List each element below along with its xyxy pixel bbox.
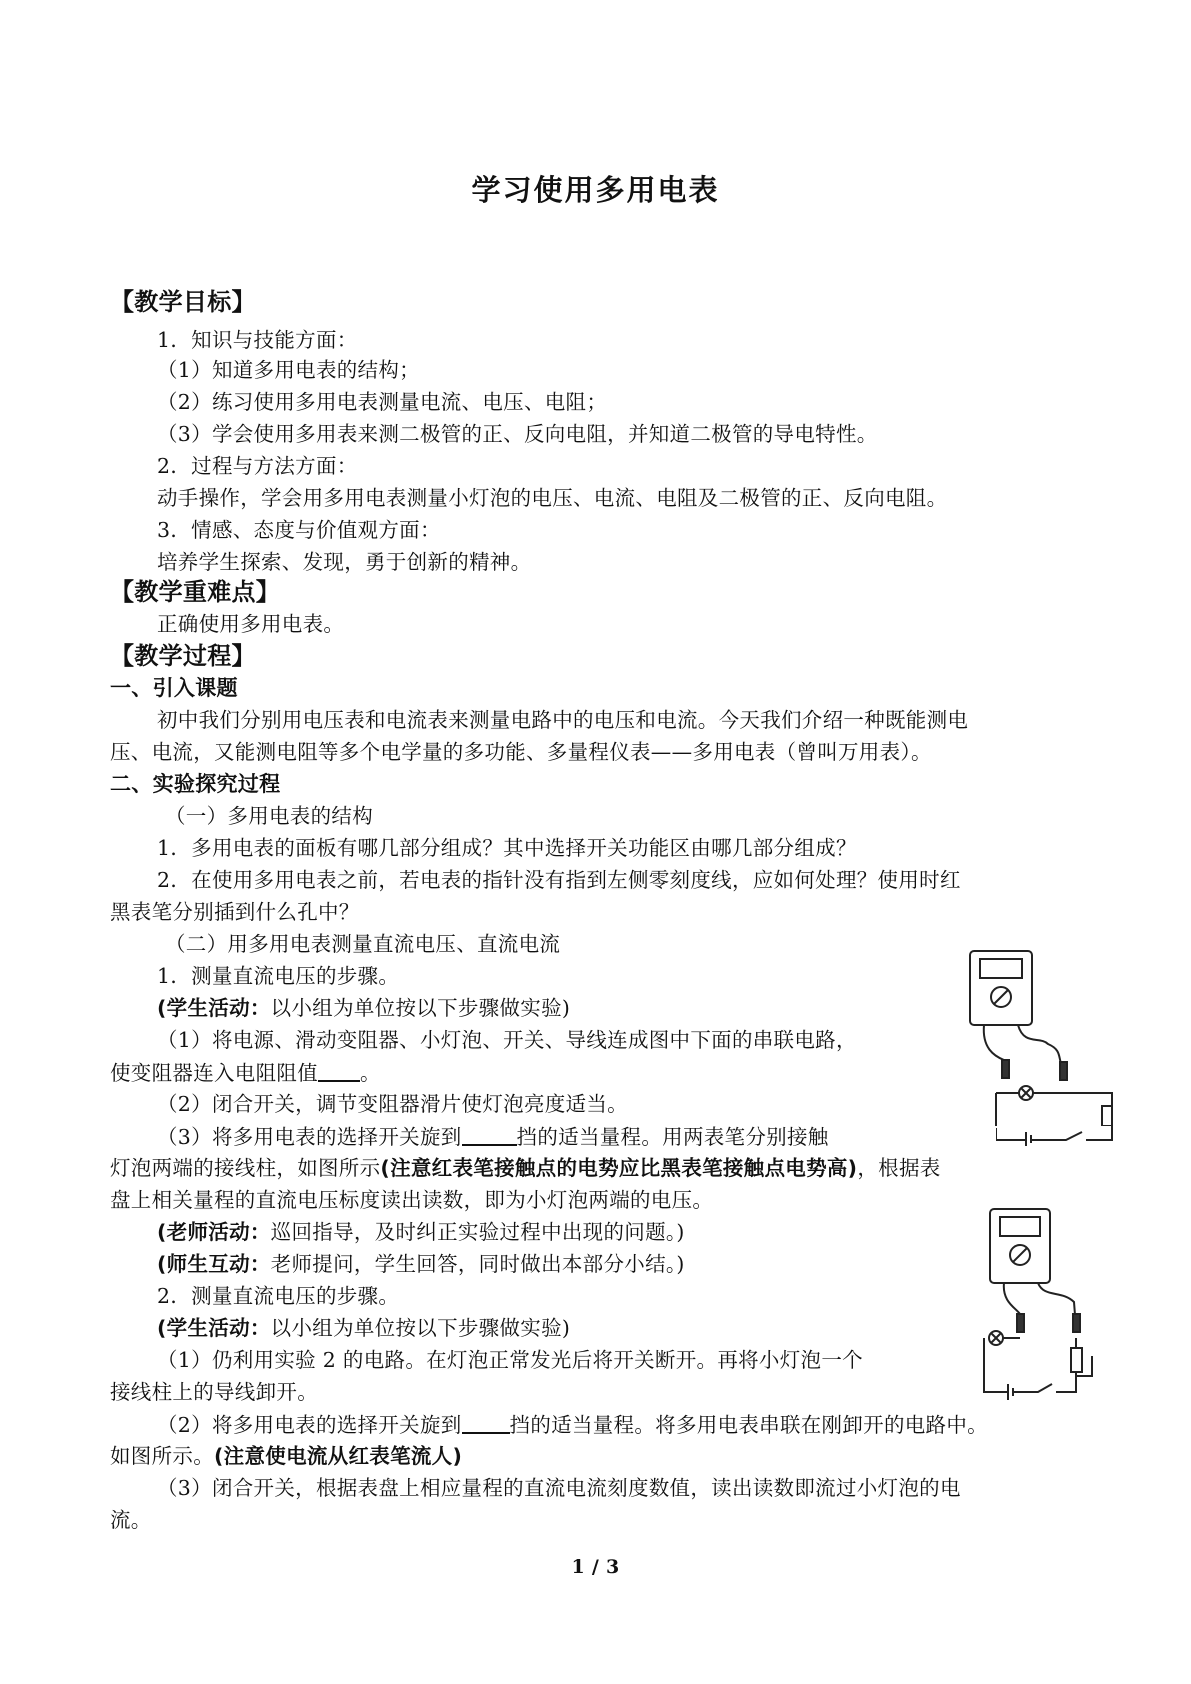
intro-heading: 一、引入课题 (110, 676, 238, 700)
intro-paragraph: 初中我们分别用电压表和电流表来测量电路中的电压和电流。今天我们介绍一种既能测电 (157, 708, 969, 732)
step-text: （3）将多用电表的选择开关旋到 (157, 1125, 462, 1149)
multimeter-display (1000, 1217, 1040, 1236)
current-step-3: （3）闭合开关，根据表盘上相应量程的直流电流刻度数值，读出读数即流过小灯泡的电 (157, 1476, 961, 1500)
rheostat-symbol (1071, 1348, 1082, 1372)
objective-item: （2）练习使用多用电表测量电流、电压、电阻； (157, 390, 608, 414)
step-text: 使变阻器连入电阻阻值 (110, 1061, 318, 1085)
current-circuit-figure (982, 1206, 1122, 1402)
rheostat-symbol (1102, 1106, 1112, 1126)
multimeter-display (980, 959, 1022, 978)
current-step-1: 接线柱上的导线卸开。 (110, 1380, 318, 1404)
objective-process-text: 动手操作，学会用多用电表测量小灯泡的电压、电流、电阻及二极管的正、反向电阻。 (157, 486, 948, 510)
step-text: 如图所示。 (110, 1444, 214, 1468)
step-text: 挡的适当量程。用两表笔分别接触 (516, 1125, 829, 1149)
objective-item: （3）学会使用多用表来测二极管的正、反向电阻，并知道二极管的导电特性。 (157, 422, 878, 446)
activity-text: 巡回指导，及时纠正实验过程中出现的问题。) (270, 1220, 685, 1244)
voltage-circuit-figure (962, 948, 1122, 1126)
current-step-2 (110, 1446, 462, 1467)
student-activity (157, 1318, 570, 1339)
circuit-wire (984, 1338, 1008, 1392)
activity-text: 以小组为单位按以下步骤做实验) (270, 996, 571, 1020)
question-2: 黑表笔分别插到什么孔中？ (110, 900, 360, 924)
step-text: 灯泡两端的接线柱，如图所示 (110, 1156, 381, 1180)
objective-attitude: 3．情感、态度与价值观方面： (157, 518, 441, 542)
keypoints-text: 正确使用多用电表。 (157, 612, 345, 636)
student-activity (157, 998, 570, 1019)
step-text: 挡的适当量程。将多用电表串联在刚卸开的电路中。 (509, 1413, 988, 1437)
objective-item: （1）知道多用电表的结构； (157, 358, 420, 382)
page-title: 学习使用多用电表 (471, 173, 720, 207)
circuit-wire (996, 1093, 1112, 1126)
objective-attitude-text: 培养学生探索、发现，勇于创新的精神。 (157, 550, 532, 574)
fill-blank (462, 1126, 517, 1146)
voltage-step-1 (110, 1062, 381, 1084)
activity-text: 老师提问，学生回答，同时做出本部分小结。) (270, 1252, 685, 1276)
process-heading: 【教学过程】 (110, 642, 256, 670)
question-1: 1．多用电表的面板有哪几部分组成？其中选择开关功能区由哪几部分组成？ (157, 836, 857, 860)
objectives-heading: 【教学目标】 (110, 288, 256, 316)
page-number: 1 / 3 (571, 1556, 620, 1578)
keypoints-heading: 【教学重难点】 (110, 578, 281, 606)
activity-text: 以小组为单位按以下步骤做实验) (270, 1316, 571, 1340)
test-lead (1018, 1025, 1064, 1076)
experiment-heading: 二、实验探究过程 (110, 772, 281, 796)
current-step-3: 流。 (110, 1508, 152, 1532)
activity-label: (老师活动： (157, 1220, 271, 1244)
test-lead (1038, 1283, 1076, 1328)
voltage-step-3 (157, 1126, 829, 1148)
voltage-step-1: （1）将电源、滑动变阻器、小灯泡、开关、导线连成图中下面的串联电路， (157, 1028, 857, 1052)
activity-label: (学生活动： (157, 1316, 271, 1340)
note-text: (注意红表笔接触点的电势应比黑表笔接触点电势高) (380, 1156, 858, 1180)
fill-blank (318, 1062, 360, 1082)
circuit-wire (996, 1128, 1026, 1140)
note-text: (注意使电流从红表笔流人) (214, 1444, 463, 1468)
step-text: 。 (360, 1061, 381, 1085)
teacher-activity (157, 1222, 685, 1243)
step-text: （2）将多用电表的选择开关旋到 (157, 1413, 462, 1437)
voltage-step-2: （2）闭合开关，调节变阻器滑片使灯泡亮度适当。 (157, 1092, 628, 1116)
current-step-2 (157, 1414, 988, 1436)
teacher-student-interaction (157, 1254, 685, 1275)
section-structure-title: （一）多用电表的结构 (165, 804, 373, 828)
objective-knowledge: 1．知识与技能方面： (157, 328, 358, 352)
fill-blank (462, 1414, 510, 1434)
activity-label: (学生活动： (157, 996, 271, 1020)
question-2: 2．在使用多用电表之前，若电表的指针没有指到左侧零刻度线，应如何处理？使用时红 (157, 868, 961, 892)
section-dc-title: （二）用多用电表测量直流电压、直流电流 (165, 932, 561, 956)
objective-process: 2．过程与方法方面： (157, 454, 358, 478)
step-text: ，根据表 (857, 1156, 941, 1180)
voltage-steps-title: 1．测量直流电压的步骤。 (157, 964, 400, 988)
intro-paragraph: 压、电流，又能测电阻等多个电学量的多功能、多量程仪表——多用电表（曾叫万用表）。 (110, 740, 932, 764)
voltage-step-3 (110, 1158, 941, 1179)
voltage-circuit-base (996, 1126, 1122, 1146)
activity-label: (师生互动： (157, 1252, 271, 1276)
current-step-1: （1）仍利用实验 2 的电路。在灯泡正常发光后将开关断开。再将小灯泡一个 (157, 1348, 863, 1372)
current-steps-title: 2．测量直流电压的步骤。 (157, 1284, 400, 1308)
voltage-step-3: 盘上相关量程的直流电压标度读出读数，即为小灯泡两端的电压。 (110, 1188, 714, 1212)
